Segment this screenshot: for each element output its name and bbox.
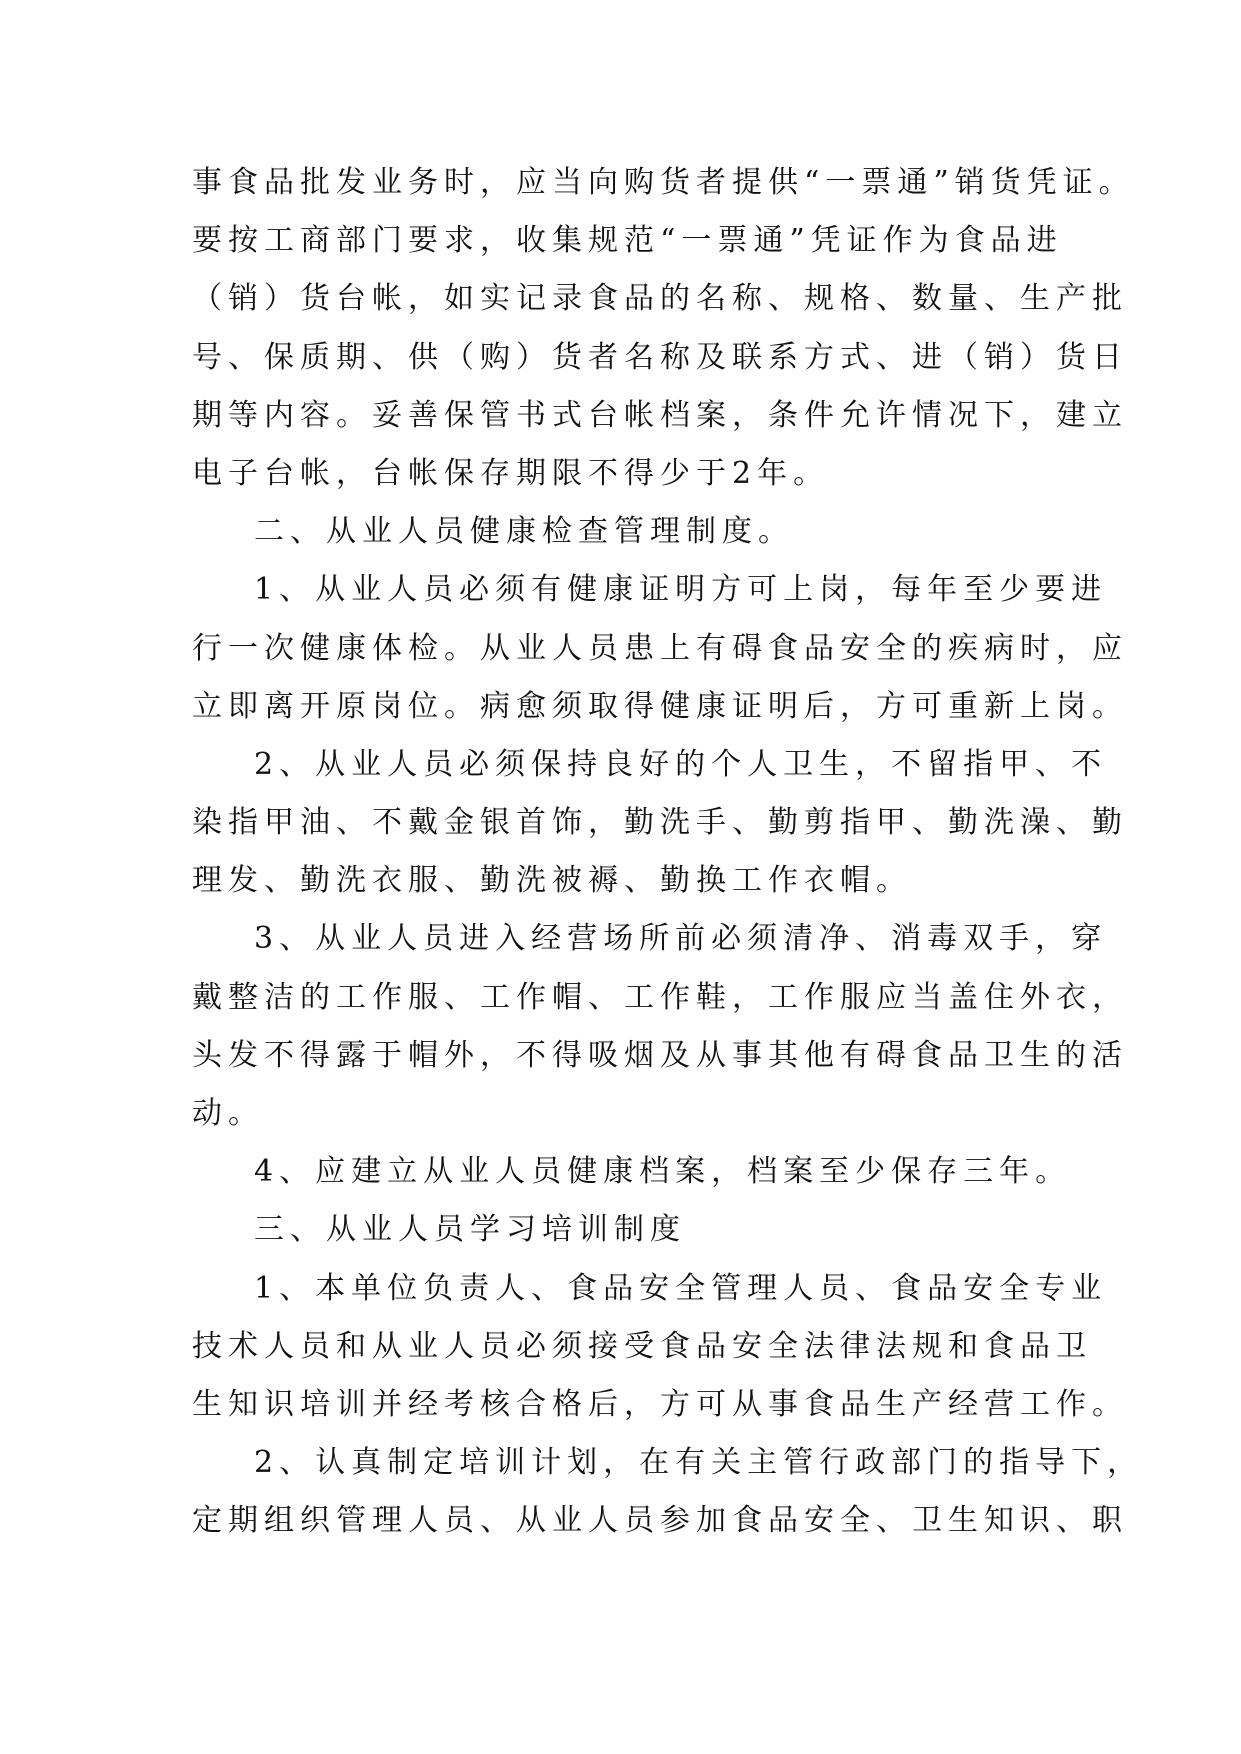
- section-heading: 二、从业人员健康检查管理制度。: [254, 514, 794, 550]
- text-line: 2、从业人员必须保持良好的个人卫生，不留指甲、不: [254, 746, 1108, 782]
- text-line: 生知识培训并经考核合格后，方可从事食品生产经营工作。: [192, 1386, 1128, 1422]
- text-line: 号、保质期、供（购）货者名称及联系方式、进（销）货日: [192, 339, 1128, 375]
- text-line: 染指甲油、不戴金银首饰，勤洗手、勤剪指甲、勤洗澡、勤: [192, 805, 1128, 841]
- section-heading: 三、从业人员学习培训制度: [254, 1212, 686, 1248]
- text-line: 期等内容。妥善保管书式台帐档案，条件允许情况下，建立: [192, 397, 1128, 433]
- text-line: 头发不得露于帽外，不得吸烟及从事其他有碍食品卫生的活: [192, 1037, 1128, 1073]
- document-body: [192, 154, 1144, 1551]
- text-line: 4、应建立从业人员健康档案，档案至少保存三年。: [254, 1154, 1072, 1190]
- text-line: 电子台帐，台帐保存期限不得少于2年。: [192, 455, 830, 491]
- text-line: （销）货台帐，如实记录食品的名称、规格、数量、生产批: [192, 281, 1128, 317]
- text-line: 戴整洁的工作服、工作帽、工作鞋，工作服应当盖住外衣，: [192, 979, 1128, 1015]
- text-line: 要按工商部门要求，收集规范“一票通”凭证作为食品进: [192, 223, 1063, 259]
- text-line: 动。: [192, 1096, 264, 1131]
- text-line: 技术人员和从业人员必须接受食品安全法律法规和食品卫: [192, 1328, 1092, 1364]
- text-line: 1、本单位负责人、食品安全管理人员、食品安全专业: [254, 1270, 1108, 1306]
- text-line: 2、认真制定培训计划，在有关主管行政部门的指导下，: [254, 1445, 1144, 1481]
- text-line: 理发、勤洗衣服、勤洗被褥、勤换工作衣帽。: [192, 863, 912, 899]
- text-line: 3、从业人员进入经营场所前必须清净、消毒双手，穿: [254, 921, 1108, 957]
- text-line: 事食品批发业务时，应当向购货者提供“一票通”销货凭证。: [192, 165, 1135, 200]
- text-line: 定期组织管理人员、从业人员参加食品安全、卫生知识、职: [192, 1503, 1128, 1539]
- text-line: 行一次健康体检。从业人员患上有碍食品安全的疾病时，应: [192, 630, 1128, 666]
- text-line: 立即离开原岗位。病愈须取得健康证明后，方可重新上岗。: [192, 688, 1128, 724]
- text-line: 1、从业人员必须有健康证明方可上岗，每年至少要进: [254, 572, 1108, 608]
